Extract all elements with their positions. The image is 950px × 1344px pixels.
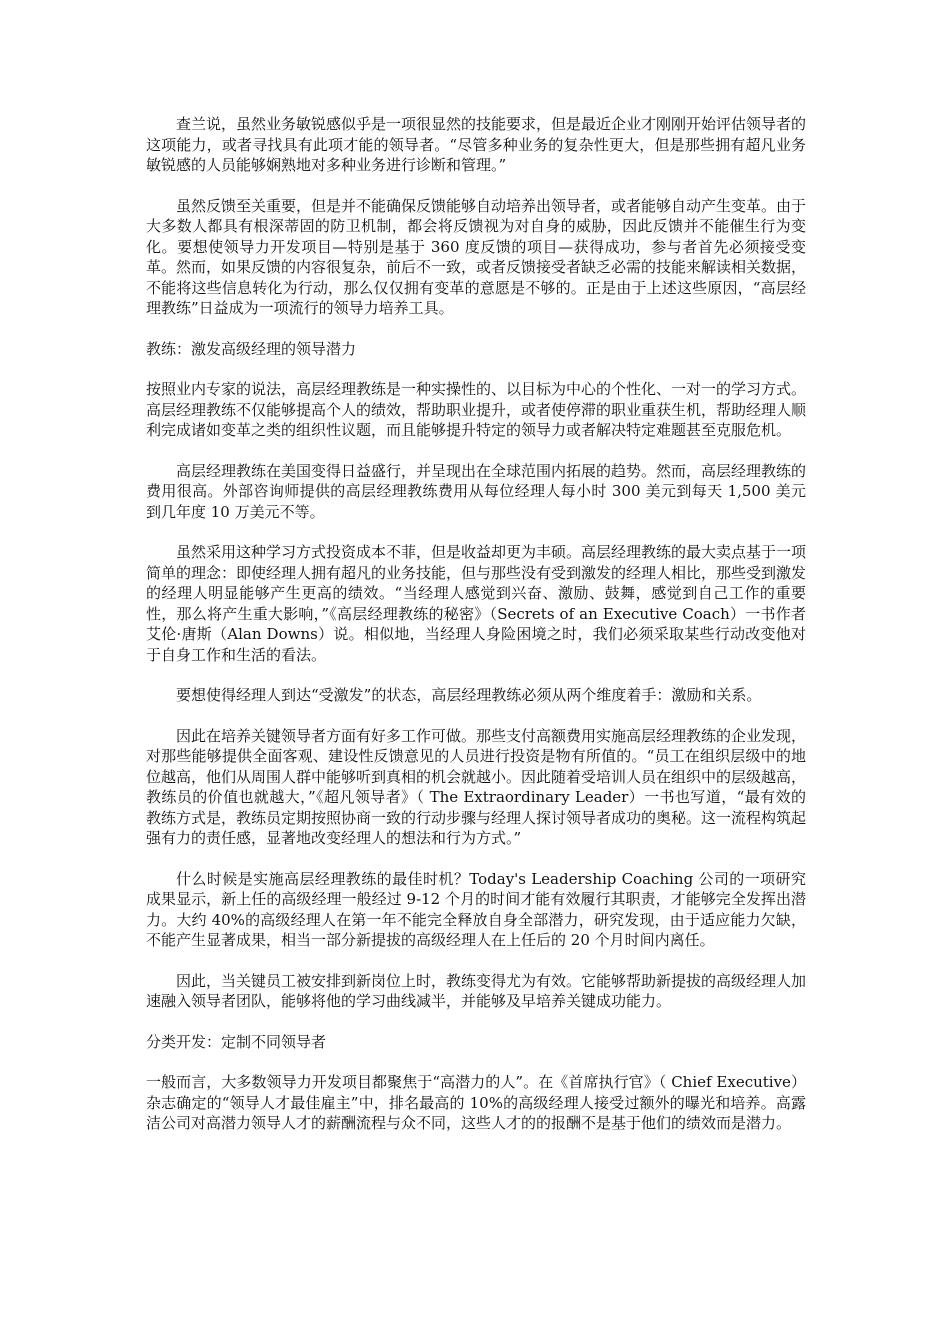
- section-heading: 分类开发：定制不同领导者: [146, 1032, 327, 1051]
- section-heading: 教练：激发高级经理的领导潜力: [146, 339, 357, 358]
- paragraph: 一般而言，大多数领导力开发项目都聚焦于“高潜力的人”。在《首席执行官》（ Chief Executive）杂志确定的“领导人才最佳雇主”中，排名最高的 10%的高级经理人接受过额外的曝光和培养。高露洁公司对高潜力领导人才的薪酬流程与众不同，这些人才的的报酬不是基于他们的绩效而是潜力。: [146, 1073, 806, 1132]
- paragraph: 高层经理教练在美国变得日益盛行，并呈现出在全球范围内拓展的趋势。然而，高层经理教练的费用很高。外部咨询师提供的高层经理教练费用从每位经理人每小时 300 美元到每天 1,500 美元到几年度 10 万美元不等。: [146, 461, 807, 521]
- paragraph: 因此在培养关键领导者方面有好多工作可做。那些支付高额费用实施高层经理教练的企业发现，对那些能够提供全面客观、建设性反馈意见的人员进行投资是物有所值的。“员工在组织层级中的地位越高，他们从周围人群中能够听到真相的机会就越小。因此随着受培训人员在组织中的层级越高，教练员的价值也就越大，”《超凡领导者》（ The Extraordinary Leader）一书也写道，“最有效的教练方式是，教练员定期按照协商一致的行动步骤与经理人探讨领导者成功的奥秘。这一流程构筑起强有力的责任感，显著地改变经理人的想法和行为方式。”: [146, 726, 807, 847]
- paragraph: 查兰说，虽然业务敏锐感似乎是一项很显然的技能要求，但是最近企业才刚刚开始评估领导者的这项能力，或者寻找具有此项才能的领导者。“尽管多种业务的复杂性更大，但是那些拥有超凡业务敏锐感的人员能够娴熟地对多种业务进行诊断和管理。”: [146, 115, 807, 174]
- paragraph: 要想使得经理人到达“受激发”的状态，高层经理教练必须从两个维度着手：激励和关系。: [176, 686, 762, 704]
- paragraph: 按照业内专家的说法，高层经理教练是一种实操性的、以目标为中心的个性化、一对一的学习方式。高层经理教练不仅能够提高个人的绩效，帮助职业提升，或者使停滞的职业重获生机，帮助经理人顺利完成诸如变革之类的组织性议题，而且能够提升特定的领导力或者解决特定难题甚至克服危机。: [146, 380, 807, 439]
- paragraph: 虽然反馈至关重要，但是并不能确保反馈能够自动培养出领导者，或者能够自动产生变革。由于大多数人都具有根深蒂固的防卫机制，都会将反馈视为对自身的威胁，因此反馈并不能催生行为变化。要想使领导力开发项目—特别是基于 360 度反馈的项目—获得成功，参与者首先必须接受变革。然而，如果反馈的内容很复杂，前后不一致，或者反馈接受者缺乏必需的技能来解读相关数据，不能将这些信息转化为行动，那么仅仅拥有变革的意愿是不够的。正是由于上述这些原因，“高层经理教练”日益成为一项流行的领导力培养工具。: [146, 196, 807, 317]
- paragraph: 虽然采用这种学习方式投资成本不菲，但是收益却更为丰硕。高层经理教练的最大卖点基于一项简单的理念：即使经理人拥有超凡的业务技能，但与那些没有受到激发的经理人相比，那些受到激发的经理人明显能够产生更高的绩效。“当经理人感觉到兴奋、激励、鼓舞，感觉到自己工作的重要性，那么将产生重大影响，”《高层经理教练的秘密》（Secrets of an Executive Coach）一书作者艾伦·唐斯（Alan Downs）说。相似地，当经理人身险困境之时，我们必须采取某些行动改变他对于自身工作和生活的看法。: [146, 543, 807, 664]
- paragraph: 因此，当关键员工被安排到新岗位上时，教练变得尤为有效。它能够帮助新提拔的高级经理人加速融入领导者团队，能够将他的学习曲线减半，并能够及早培养关键成功能力。: [146, 971, 807, 1010]
- document-body: [146, 114, 806, 1154]
- paragraph: 什么时候是实施高层经理教练的最佳时机？Today's Leadership Coaching 公司的一项研究成果显示，新上任的高级经理一般经过 9-12 个月的时间才能有效履行其职责，才能够完全发挥出潜力。大约 40%的高级经理人在第一年不能完全释放自身全部潜力，研究发现，由于适应能力欠缺，不能产生显著成果，相当一部分新提拔的高级经理人在上任后的 20 个月时间内离任。: [146, 869, 806, 949]
